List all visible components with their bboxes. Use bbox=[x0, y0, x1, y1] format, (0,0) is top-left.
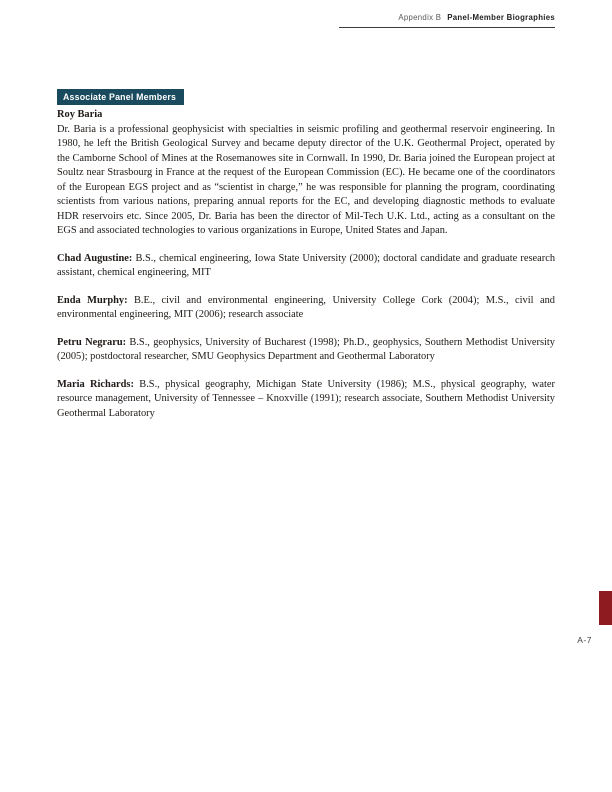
page-edge-tab bbox=[599, 591, 612, 625]
running-header-title: Panel-Member Biographies bbox=[447, 13, 555, 22]
running-header-appendix-label: Appendix B bbox=[398, 13, 442, 22]
bio-heading-roy-baria: Roy Baria bbox=[57, 109, 103, 120]
bio-entry-text: B.S., chemical engineering, Iowa State University (2000); doctoral candidate and graduate research assistant, chemical engineering, MIT bbox=[57, 252, 556, 278]
bio-paragraph-roy-baria: Dr. Baria is a professional geophysicist with specialties in seismic profiling and geothermal reservoir engineering. In 1980, he left the British Geological Survey and became deputy director of the U.K. Geothermal Project, operated by the Camborne School of Mines at the Rosemanowes site in Cornwall. In 1990, Dr. Baria joined the European project at Soultz near Strasbourg in France at the request of the European Commission (EC). He became one of the coordinators of the European EGS project and as “scientist in charge,” he was responsible for planning the program, coordinating scientists from various nations, preparing annual reports for the EC, and developing diagnostic methods to evaluate HDR reservoirs etc. Since 2005, Dr. Baria has been the director of Mil-Tech U.K. Ltd., acting as a consultant on the EGS and associated technologies to various organizations in Europe, United States and Japan. bbox=[57, 123, 555, 236]
bio-entry-name: Enda Murphy: bbox=[57, 294, 128, 306]
bio-entry-name: Petru Negraru: bbox=[57, 336, 127, 348]
bio-entry-chad-augustine bbox=[57, 252, 555, 281]
page-number: A-7 bbox=[577, 635, 592, 645]
bio-entry-text: B.S., physical geography, Michigan State University (1986); M.S., physical geography, water resource management, University of Tennessee – Knoxville (1991); research associate, Southern Methodist University Geothermal Laboratory bbox=[57, 378, 555, 419]
bio-entry-enda-murphy bbox=[57, 294, 555, 323]
bio-entry-petru-negraru bbox=[57, 336, 555, 365]
bio-entry-name: Chad Augustine: bbox=[57, 252, 133, 264]
section-badge: Associate Panel Members bbox=[57, 89, 184, 105]
bio-entry-text: B.E., civil and environmental engineering, University College Cork (2004); M.S., civil and environmental engineering, MIT (2006); research associate bbox=[57, 294, 555, 320]
bio-entry-name: Maria Richards: bbox=[57, 378, 134, 390]
bio-entry-maria-richards bbox=[57, 378, 555, 422]
running-header bbox=[339, 13, 555, 28]
bio-entry-text: B.S., geophysics, University of Bucharest (1998); Ph.D., geophysics, Southern Methodist University (2005); postdoctoral researcher, SMU Geophysics Department and Geothermal Laboratory bbox=[57, 336, 555, 362]
page-content bbox=[57, 87, 555, 434]
